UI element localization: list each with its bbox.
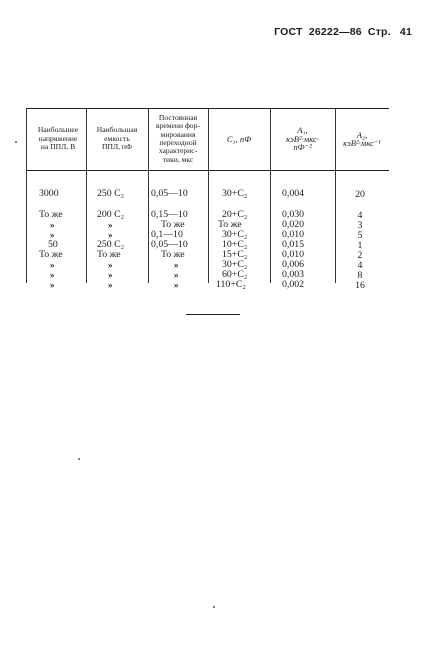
table-cell: То же bbox=[218, 219, 242, 230]
standard-number: 26222—86 bbox=[308, 26, 362, 38]
table-cell: » bbox=[108, 280, 113, 290]
table-cell: 8 bbox=[357, 270, 363, 281]
table-cell: 16 bbox=[355, 280, 365, 291]
table-cell: 50 bbox=[48, 239, 58, 250]
table-cell: 20+C₂ bbox=[222, 209, 248, 220]
table-cell: » bbox=[174, 270, 179, 280]
table-cell: 0,020 bbox=[282, 219, 305, 230]
table-cell: 0,05—10 bbox=[151, 188, 188, 199]
table-cell: » bbox=[50, 230, 55, 240]
table-cell: » bbox=[108, 230, 113, 240]
header-a2: A₂, кэВ²·мкс⁻¹ bbox=[343, 129, 381, 148]
table-cell: 0,010 bbox=[282, 249, 305, 260]
table-cell: 250 C₂ bbox=[97, 188, 125, 199]
table-cell: 10+C₂ bbox=[222, 239, 248, 250]
table-cell: » bbox=[108, 220, 113, 230]
table-cell: 0,004 bbox=[282, 188, 305, 199]
table-cell: То же bbox=[39, 249, 63, 260]
table-cell: » bbox=[50, 280, 55, 290]
end-of-table-rule bbox=[186, 314, 240, 315]
scan-speck bbox=[15, 141, 17, 143]
table-cell: 200 C₂ bbox=[97, 209, 125, 220]
table-cell: 3000 bbox=[39, 188, 59, 199]
header-a1: A₁, кэВ²·мкс· пФ⁻² bbox=[286, 125, 319, 153]
table-cell: 0,003 bbox=[282, 269, 305, 280]
table-cell: » bbox=[50, 270, 55, 280]
page-number: 41 bbox=[399, 26, 412, 38]
table-cell: » bbox=[174, 280, 179, 290]
table-cell: 60+C₂ bbox=[222, 269, 248, 280]
table-cell: 0,006 bbox=[282, 259, 305, 270]
table-cell: 20 bbox=[355, 189, 365, 200]
table-cell: » bbox=[108, 270, 113, 280]
table-cell: 0,15—10 bbox=[151, 209, 188, 220]
table-cell: 5 bbox=[357, 230, 363, 241]
table-cell: То же bbox=[39, 209, 63, 220]
standard-label: ГОСТ bbox=[274, 26, 303, 38]
table-cell: 0,010 bbox=[282, 229, 305, 240]
table-cell: 30+C₂ bbox=[222, 229, 248, 240]
table-cell: 2 bbox=[357, 250, 363, 261]
table-cell: 3 bbox=[357, 220, 363, 231]
table-cell: То же bbox=[161, 219, 185, 230]
table-cell: То же bbox=[97, 249, 121, 260]
table-cell: 15+C₂ bbox=[222, 249, 248, 260]
table-cell: 0,05—10 bbox=[151, 239, 188, 250]
header-c3: C₃, пФ bbox=[226, 133, 252, 144]
table-cell: 1 bbox=[357, 240, 363, 251]
table-cell: 0,1—10 bbox=[151, 229, 183, 240]
table-cell: 0,030 bbox=[282, 209, 305, 220]
table-cell: 0,002 bbox=[282, 279, 305, 290]
scan-speck bbox=[78, 458, 80, 460]
scan-speck bbox=[213, 606, 215, 608]
table-cell: » bbox=[50, 260, 55, 270]
table-cell: 30+C₂ bbox=[222, 259, 248, 270]
header-max-capacitance: Наибольшая емкость ППЛ, пФ bbox=[96, 125, 138, 152]
table-cell: 0,015 bbox=[282, 239, 305, 250]
table-cell: 250 C₂ bbox=[97, 239, 125, 250]
table-cell: » bbox=[108, 260, 113, 270]
page-header bbox=[274, 26, 412, 38]
table-cell: » bbox=[50, 220, 55, 230]
header-time-constant: Постоянная времени фор- мирования переходной характерис- тики, мкс bbox=[156, 112, 200, 164]
table-cell: » bbox=[174, 260, 179, 270]
page-label: Стр. bbox=[367, 26, 391, 38]
header-max-voltage: Наибольшее напряжение на ППЛ, В bbox=[37, 125, 79, 152]
table-cell: 4 bbox=[357, 210, 363, 221]
table-cell: 30+C₂ bbox=[222, 188, 248, 199]
table-cell: 4 bbox=[357, 260, 363, 271]
table-cell: То же bbox=[161, 249, 185, 260]
table-cell: 110+C₂ bbox=[216, 279, 246, 290]
